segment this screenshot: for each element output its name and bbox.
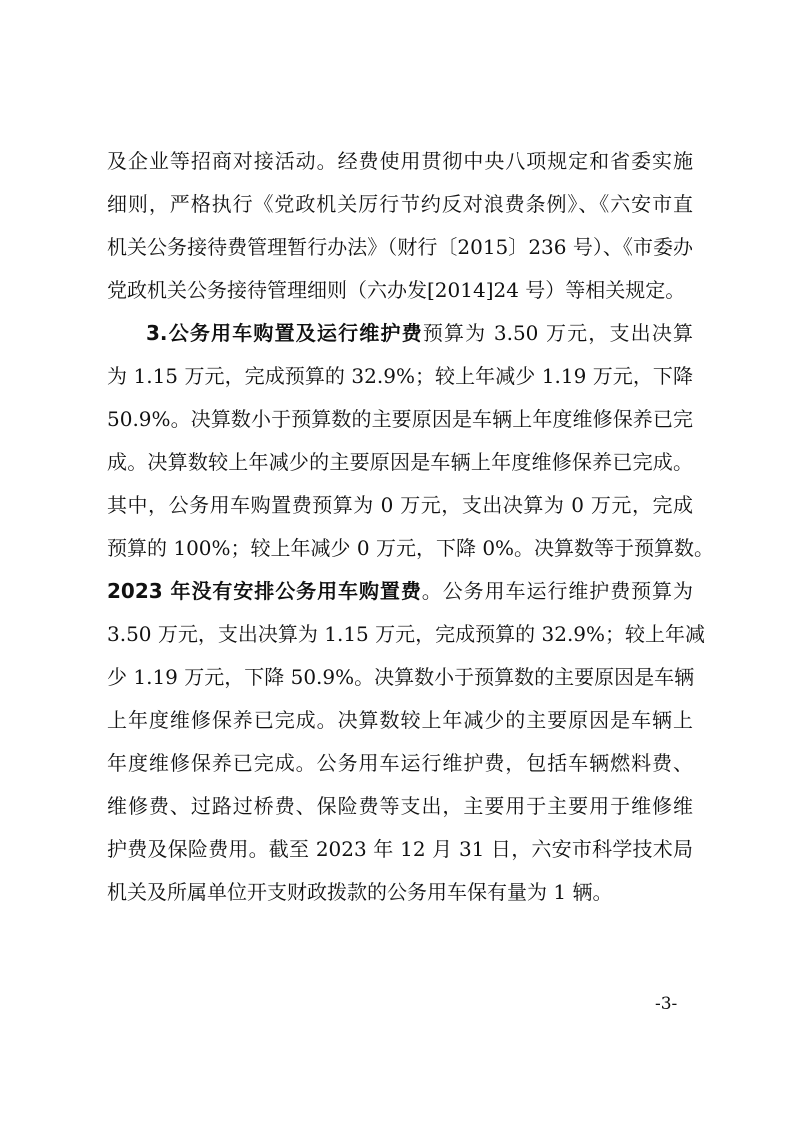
paragraph-line: 机关及所属单位开支财政拨款的公务用车保有量为 1 辆。	[107, 880, 613, 904]
paragraph-line: 预算的 100%；较上年减少 0 万元，下降 0%。决算数等于预算数。	[107, 536, 715, 560]
paragraph-line: 50.9%。决算数小于预算数的主要原因是车辆上年度维修保养已完	[107, 407, 693, 431]
paragraph-line: 少 1.19 万元，下降 50.9%。决算数小于预算数的主要原因是车辆	[107, 665, 695, 689]
section-3-heading: 3.公务用车购置及运行维护费	[146, 321, 423, 345]
paragraph-line: 护费及保险费用。截至 2023 年 12 月 31 日，六安市科学技术局	[107, 837, 693, 861]
paragraph-line: 及企业等招商对接活动。经费使用贯彻中央八项规定和省委实施	[107, 149, 693, 173]
bold-note-rest: 。公务用车运行维护费预算为	[421, 579, 693, 603]
paragraph-line: 党政机关公务接待管理细则（六办发[2014]24 号）等相关规定。	[107, 278, 686, 302]
paragraph-line: 上年度维修保养已完成。决算数较上年减少的主要原因是车辆上	[107, 708, 693, 732]
page-number: -3-	[655, 994, 678, 1014]
paragraph-line: 其中，公务用车购置费预算为 0 万元，支出决算为 0 万元，完成	[107, 493, 693, 517]
paragraph-line: 机关公务接待费管理暂行办法》（财行〔2015〕236 号）、《市委办	[107, 235, 693, 259]
paragraph-line: 成。决算数较上年减少的主要原因是车辆上年度维修保养已完成。	[107, 450, 693, 474]
paragraph-line: 为 1.15 万元，完成预算的 32.9%；较上年减少 1.19 万元，下降	[107, 364, 693, 388]
section-3-bold-note-line	[107, 576, 693, 606]
paragraph-line: 细则，严格执行《党政机关厉行节约反对浪费条例》、《六安市直	[107, 192, 693, 216]
section-3-first-line	[146, 318, 693, 348]
bold-note: 2023 年没有安排公务用车购置费	[107, 579, 422, 603]
section-3-first-line-text: 预算为 3.50 万元，支出决算	[422, 321, 693, 345]
paragraph-line: 年度维修保养已完成。公务用车运行维护费，包括车辆燃料费、	[107, 751, 693, 775]
paragraph-line: 维修费、过路过桥费、保险费等支出，主要用于主要用于维修维	[107, 794, 693, 818]
paragraph-line: 3.50 万元，支出决算为 1.15 万元，完成预算的 32.9%；较上年减	[107, 622, 706, 646]
